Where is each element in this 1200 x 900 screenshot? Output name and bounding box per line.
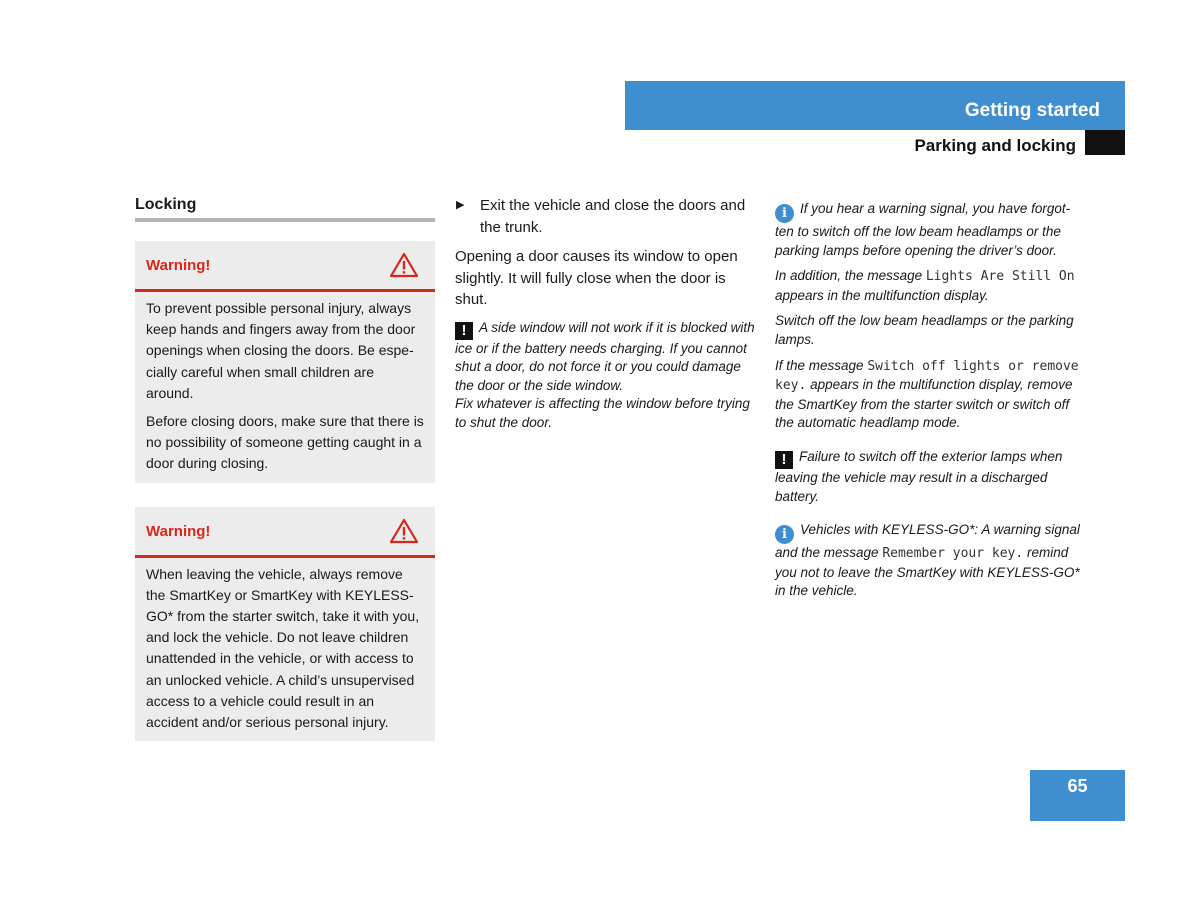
info-text: If the message	[775, 357, 868, 373]
info-text: In addition, the message	[775, 268, 926, 284]
bullet-arrow-icon: ▶	[456, 199, 465, 211]
warning-header	[135, 507, 435, 558]
warning-box-doors	[135, 241, 435, 483]
caution-note	[455, 319, 755, 433]
caution-note	[775, 448, 1080, 506]
warning-text: When leaving the vehicle, always remove the SmartKey or SmartKey with KEYLESS-GO* from the starter switch, take it with you, and lock the vehicle. Do not leave children unattended in the vehicle, or with access to an unlocked vehicle. A child’s unsupervised access to a vehicle could result in an accident and/or serious personal injury.	[146, 565, 420, 731]
info-text: If you hear a warning signal, you have forgot-ten to switch off the low beam headlamps or the parking lamps before opening the driver’s door.	[775, 201, 1071, 258]
page-number-box	[1030, 770, 1125, 821]
warning-header	[135, 241, 435, 292]
warning-label: Warning!	[146, 257, 211, 274]
info-paragraph	[775, 267, 1080, 305]
chapter-title: Getting started	[964, 100, 1100, 121]
info-text: remind you not to leave the SmartKey with KEYLESS-GO* in the vehicle.	[775, 545, 1080, 599]
section-marker	[1085, 130, 1125, 155]
caution-text: Failure to switch off the exterior lamps when leaving the vehicle may result in a discharged battery.	[775, 448, 1063, 504]
info-text: Vehicles with KEYLESS-GO*: A warning signal and the message	[775, 522, 1080, 561]
caution-text: Fix whatever is affecting the window before trying to shut the door.	[455, 396, 750, 430]
warning-text: Before closing doors, make sure that there is no possibility of someone getting caught in a door during closing.	[146, 413, 424, 472]
page-number: 65	[1067, 776, 1088, 796]
display-message: Lights Are Still On	[925, 269, 1075, 285]
info-paragraph: Switch off the low beam headlamps or the parking lamps.	[775, 313, 1074, 347]
exclamation-icon: !	[455, 322, 473, 340]
caution-text: A side window will not work if it is blocked with ice or if the battery needs charging. If you cannot shut a door, do not force it or you could damage the door or the side window.	[455, 319, 755, 393]
warning-text: To prevent possible personal injury, always keep hands and fingers away from the door openings when closing the doors. Be espe-cially careful when small children are around.	[146, 300, 416, 401]
instruction-step	[455, 195, 755, 238]
section-title: Parking and locking	[914, 136, 1076, 155]
chapter-header-bar	[625, 81, 1125, 130]
column-1	[135, 196, 435, 741]
warning-triangle-icon	[389, 518, 419, 544]
column-3	[775, 200, 1080, 608]
column-2	[455, 195, 755, 440]
exclamation-icon: !	[775, 451, 793, 469]
info-icon: i	[775, 525, 794, 544]
instruction-text: Exit the vehicle and close the doors and the trunk.	[480, 197, 746, 236]
body-paragraph: Opening a door causes its window to open slightly. It will fully close when the door is shut.	[455, 248, 738, 308]
info-paragraph	[775, 357, 1080, 433]
heading-rule	[135, 218, 435, 222]
info-text: appears in the multifunction display.	[775, 287, 989, 303]
display-message: Remember your key.	[882, 546, 1024, 562]
warning-triangle-icon	[389, 252, 419, 278]
display-message: Switch off lights or remove key.	[775, 358, 1079, 394]
locking-heading: Locking	[135, 196, 197, 213]
info-text: appears in the multifunction display, remove the SmartKey from the starter switch or switch off the automatic headlamp mode.	[775, 377, 1073, 431]
info-icon: i	[775, 204, 794, 223]
warning-box-children	[135, 507, 435, 742]
warning-label: Warning!	[146, 522, 211, 540]
warning-body	[135, 292, 435, 483]
info-note	[775, 521, 1080, 601]
warning-body	[135, 558, 435, 742]
info-note	[775, 200, 1080, 260]
